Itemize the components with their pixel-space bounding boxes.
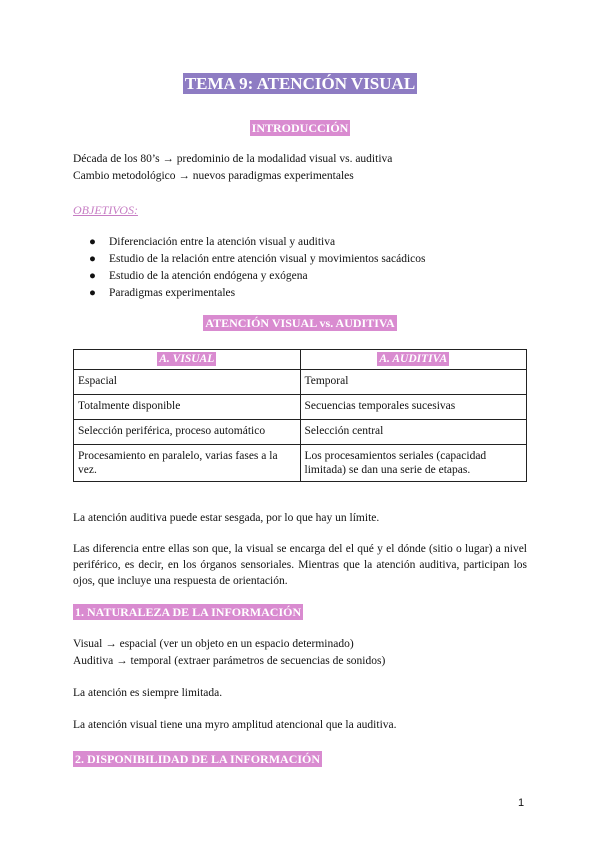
comparison-table xyxy=(73,349,527,482)
section2-heading-container xyxy=(73,752,322,767)
list-item-text: Paradigmas experimentales xyxy=(109,287,236,299)
intro-heading-container xyxy=(0,121,600,136)
section2-heading: 2. DISPONIBILIDAD DE LA INFORMACIÓN xyxy=(75,752,321,766)
bullet-icon: ● xyxy=(89,253,96,265)
table-header-cell xyxy=(74,350,301,370)
column-header-auditiva: A. AUDITIVA xyxy=(379,353,448,365)
comparison-heading-container xyxy=(0,316,600,331)
section1-paragraph-1: La atención es siempre limitada. xyxy=(73,687,223,699)
objetivos-heading-container xyxy=(73,203,138,218)
section1-heading-container xyxy=(73,605,303,620)
table-header-cell xyxy=(300,350,527,370)
list-item-text: Diferenciación entre la atención visual y auditiva xyxy=(109,236,336,248)
page-title-container xyxy=(0,74,600,94)
page-title: TEMA 9: ATENCIÓN VISUAL xyxy=(184,74,416,93)
objetivos-heading: OBJETIVOS: xyxy=(73,203,138,217)
intro-line-1: Década de los 80’s → predominio de la modalidad visual vs. auditiva xyxy=(73,153,393,165)
list-item-text: Estudio de la atención endógena y exógena xyxy=(109,270,308,282)
page-number: 1 xyxy=(518,797,525,809)
list-item xyxy=(73,285,425,302)
table-cell: Totalmente disponible xyxy=(74,395,301,420)
list-item xyxy=(73,268,425,285)
table-cell: Espacial xyxy=(74,370,301,395)
paragraph-diferencias: Las diferencia entre ellas son que, la visual se encarga del el qué y el dónde (sitio o lugar) a nivel periférico, es decir, en los órganos sensoriales. Mientras que la atención auditiva, participan los ojos, que incluye una respuesta de orientación. xyxy=(73,543,527,587)
table-row xyxy=(74,420,527,445)
bullet-icon: ● xyxy=(89,270,96,282)
table-cell: Los procesamientos seriales (capacidad limitada) se dan una serie de etapas. xyxy=(300,445,527,482)
table-row xyxy=(74,445,527,482)
table-row xyxy=(74,370,527,395)
comparison-heading: ATENCIÓN VISUAL vs. AUDITIVA xyxy=(205,316,395,330)
table-cell: Temporal xyxy=(300,370,527,395)
table-row xyxy=(74,395,527,420)
list-item xyxy=(73,251,425,268)
column-header-visual: A. VISUAL xyxy=(159,353,215,365)
paragraph-auditiva-sesgada: La atención auditiva puede estar sesgada, por lo que hay un límite. xyxy=(73,512,380,524)
section1-heading: 1. NATURALEZA DE LA INFORMACIÓN xyxy=(75,605,302,619)
table-header-row xyxy=(74,350,527,370)
list-item-text: Estudio de la relación entre atención visual y movimientos sacádicos xyxy=(109,253,426,265)
objetivos-list xyxy=(73,234,425,302)
list-item xyxy=(73,234,425,251)
section1-line-2: Auditiva → temporal (extraer parámetros de secuencias de sonidos) xyxy=(73,655,386,667)
table-cell: Selección central xyxy=(300,420,527,445)
table-cell: Procesamiento en paralelo, varias fases a la vez. xyxy=(74,445,301,482)
table-cell: Secuencias temporales sucesivas xyxy=(300,395,527,420)
intro-line-2: Cambio metodológico → nuevos paradigmas experimentales xyxy=(73,170,354,182)
section1-paragraph-2: La atención visual tiene una myro amplitud atencional que la auditiva. xyxy=(73,719,397,731)
bullet-icon: ● xyxy=(89,287,96,299)
table-cell: Selección periférica, proceso automático xyxy=(74,420,301,445)
bullet-icon: ● xyxy=(89,236,96,248)
section1-line-1: Visual → espacial (ver un objeto en un espacio determinado) xyxy=(73,638,354,650)
intro-heading: INTRODUCCIÓN xyxy=(251,121,349,135)
